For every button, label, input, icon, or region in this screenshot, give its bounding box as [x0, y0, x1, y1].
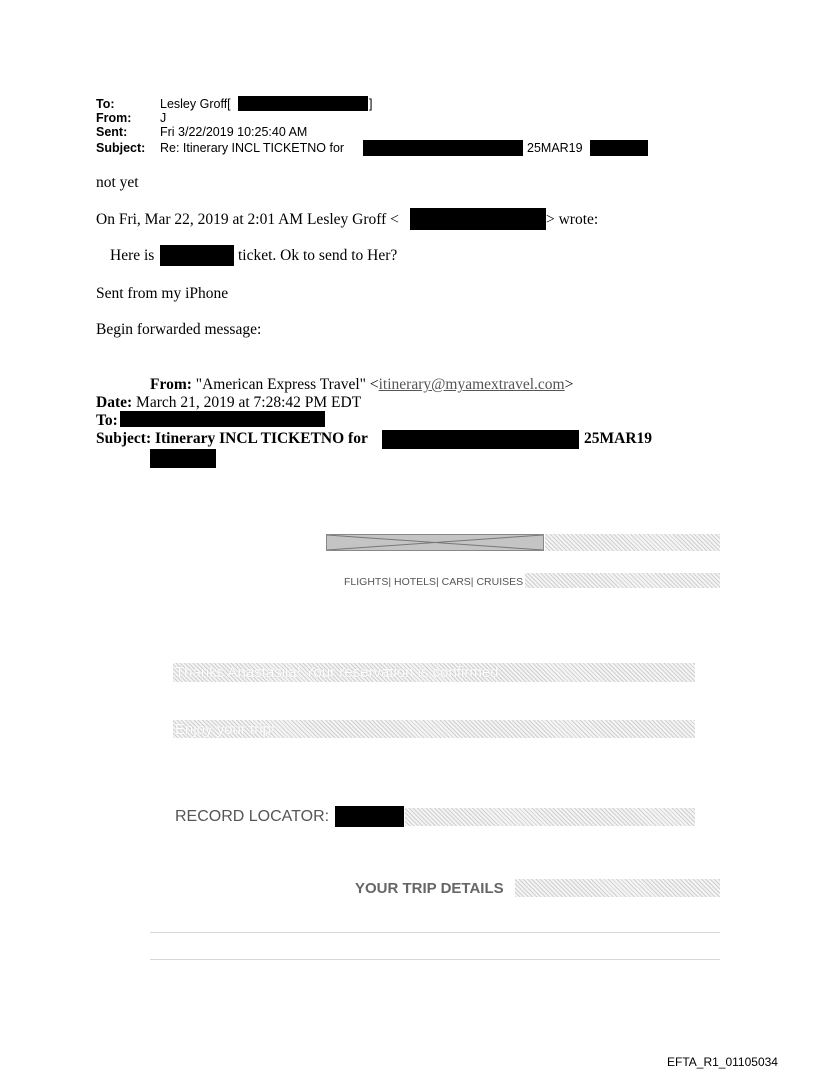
to-value: Lesley Groff[	[160, 97, 231, 111]
fwd-date-value: March 21, 2019 at 7:28:42 PM EDT	[136, 394, 362, 411]
redaction-block	[410, 208, 546, 230]
signature: Sent from my iPhone	[96, 285, 229, 302]
redaction-block	[363, 140, 523, 156]
divider	[150, 959, 720, 960]
nav-bar-bg	[525, 573, 720, 588]
quoted-prefix: Here is	[110, 247, 155, 264]
fwd-from-email-link[interactable]: itinerary@myamextravel.com	[378, 376, 565, 393]
quoted-suffix: ticket. Ok to send to Her?	[238, 247, 398, 264]
sent-label: Sent:	[96, 125, 128, 139]
fwd-subject-date: 25MAR19	[584, 430, 653, 447]
trip-details-bg	[515, 879, 720, 897]
fwd-subject-line	[96, 430, 368, 448]
from-label: From:	[96, 111, 132, 125]
record-locator-bg	[405, 808, 695, 826]
fwd-from-name: "American Express Travel" <	[195, 376, 379, 393]
fwd-subject-label: Subject:	[96, 430, 152, 447]
subject-value: Re: Itinerary INCL TICKETNO for	[160, 141, 345, 155]
to-label: To:	[96, 97, 115, 111]
header-banner-bg	[545, 534, 720, 551]
redaction-block	[382, 430, 579, 449]
thanks-message: Thanks Anastasiia! Your reservation is confirmed.	[175, 664, 503, 681]
redaction-block	[120, 411, 325, 427]
fwd-date-line	[96, 394, 361, 412]
from-value: J	[160, 111, 167, 125]
subject-label: Subject:	[96, 141, 146, 155]
fwd-subject-value: Itinerary INCL TICKETNO for	[154, 430, 368, 447]
bates-number: EFTA_R1_01105034	[667, 1055, 778, 1069]
divider	[150, 932, 720, 933]
trip-details-heading: YOUR TRIP DETAILS	[355, 880, 504, 897]
quote-intro: On Fri, Mar 22, 2019 at 2:01 AM Lesley Groff <	[96, 211, 399, 228]
quote-intro-suffix: > wrote:	[546, 211, 599, 228]
to-value-end: ]	[369, 97, 373, 111]
fwd-from-line	[150, 376, 573, 394]
nav-links[interactable]: FLIGHTS| HOTELS| CARS| CRUISES	[344, 576, 524, 588]
redaction-block	[150, 449, 216, 468]
broken-image-icon	[326, 534, 544, 551]
redaction-block	[590, 140, 648, 156]
redaction-block	[160, 245, 234, 266]
forward-note: Begin forwarded message:	[96, 321, 262, 338]
fwd-to-label: To:	[96, 412, 118, 429]
reply-text: not yet	[96, 174, 139, 191]
enjoy-message: Enjoy your trip!	[175, 721, 276, 738]
subject-date: 25MAR19	[527, 141, 583, 155]
sent-value: Fri 3/22/2019 10:25:40 AM	[160, 125, 308, 139]
record-locator-label: RECORD LOCATOR:	[175, 808, 330, 825]
fwd-from-close: >	[564, 376, 574, 393]
fwd-date-label: Date:	[96, 394, 133, 411]
fwd-from-label: From:	[150, 376, 192, 393]
redaction-block	[238, 96, 368, 111]
redaction-block	[335, 806, 404, 827]
